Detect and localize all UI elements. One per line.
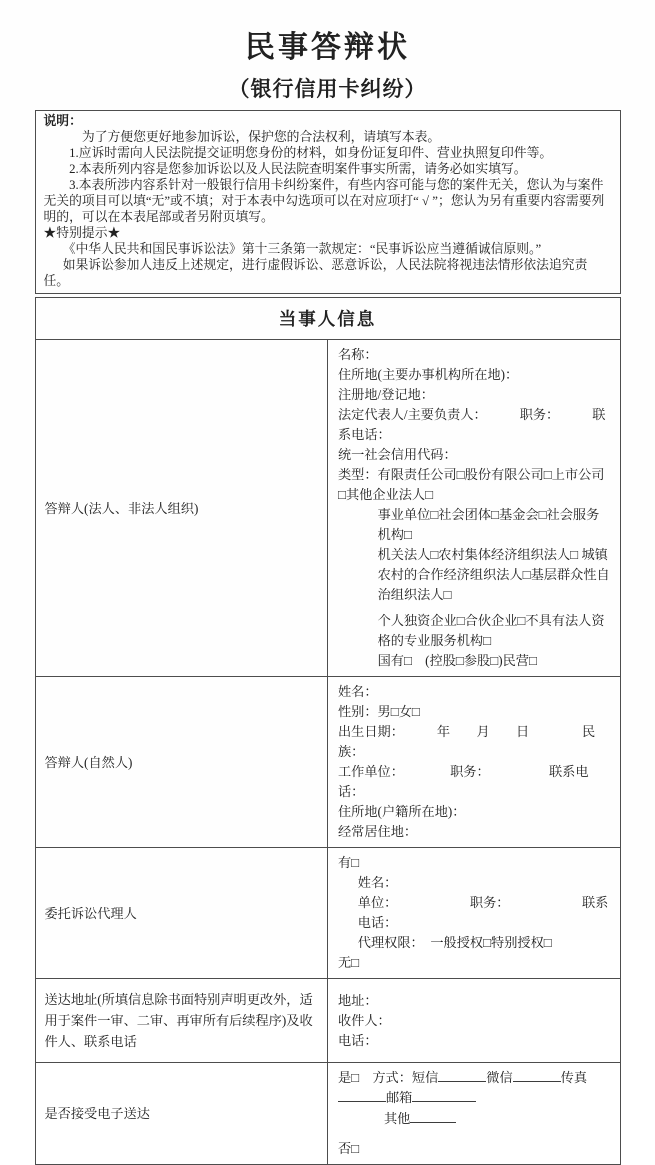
- authority-field: 代理权限： 一般授权□特别授权□: [357, 935, 552, 950]
- agent-has-checkbox: 有□: [338, 855, 360, 870]
- electronic-service-fields: [328, 1063, 621, 1165]
- instructions-heading: 说明：: [43, 114, 82, 128]
- eservice-other-label: 其他: [384, 1111, 411, 1126]
- registration-field: 注册地/登记地：: [338, 387, 434, 402]
- instruction-paragraph: 为了方便您更好地参加诉讼，保护您的合法权利，请填写本表。: [81, 130, 441, 144]
- legal-entity-fields: [328, 340, 621, 677]
- natural-person-fields: [328, 677, 621, 848]
- address-field: 地址：: [338, 992, 378, 1008]
- instruction-paragraph: 3.本表所涉内容系针对一般银行信用卡纠纷案件，有些内容可能与您的案件无关，您认为与案件无关的项目可以填“无”或不填；对于本表中勾选项可以在对应项打“ √ ”；您认为另有重要内容需要列明的，可以在本表尾部或者另附页填写。: [43, 178, 605, 224]
- instructions-box: [35, 110, 621, 294]
- agent-fields: [328, 848, 621, 979]
- entity-type-options: 机关法人□农村集体经济组织法人□ 城镇农村的合作经济组织法人□基层群众性自治组织法人□: [377, 547, 610, 602]
- entity-type-options: 事业单位□社会团体□基金会□社会服务机构□: [377, 507, 600, 542]
- table-row: [35, 848, 620, 979]
- sms-blank-line: [438, 1069, 486, 1082]
- fax-blank-line: [338, 1089, 386, 1102]
- other-blank-line: [410, 1110, 456, 1123]
- eservice-other-line: [338, 1109, 612, 1129]
- service-address-fields: [328, 979, 621, 1063]
- representative-field: 法定代表人/主要负责人： 职务： 联系电话：: [338, 407, 606, 442]
- unit-field: 单位： 职务： 联系电话：: [357, 895, 609, 930]
- agent-none-checkbox: 无□: [338, 955, 360, 970]
- table-row: [35, 979, 620, 1063]
- recipient-field: 收件人：: [338, 1012, 391, 1028]
- eservice-yes-line: [338, 1068, 612, 1108]
- entity-type-options: 个人独资企业□合伙企业□不具有法人资格的专业服务机构□: [377, 613, 605, 648]
- birthdate-field: 出生日期： 年 月 日 民族：: [338, 724, 596, 759]
- eservice-email-label: 邮箱: [386, 1090, 413, 1105]
- domicile-field: 住所地(户籍所在地)：: [338, 804, 466, 819]
- special-notice-heading: ★特别提示★: [43, 226, 121, 240]
- entity-type-options-block: [338, 505, 612, 671]
- credit-code-field: 统一社会信用代码：: [338, 447, 457, 462]
- email-blank-line: [412, 1089, 476, 1102]
- natural-person-label: 答辩人(自然人): [35, 677, 328, 848]
- table-row: [35, 677, 620, 848]
- table-row: [35, 1063, 620, 1165]
- table-row: [35, 298, 620, 340]
- instruction-paragraph: 如果诉讼参加人违反上述规定，进行虚假诉讼、恶意诉讼，人民法院将视违法情形依法追究责任。: [43, 258, 588, 288]
- eservice-method-label: 方式：: [372, 1070, 412, 1085]
- domicile-field: 住所地(主要办事机构所在地)：: [338, 367, 519, 382]
- entity-type-options: 国有□ (控股□参股□)民营□: [377, 653, 537, 668]
- instruction-paragraph: 《中华人民共和国民事诉讼法》第十三条第一款规定：“民事诉讼应当遵循诚信原则。”: [62, 242, 542, 256]
- eservice-wechat-label: 微信: [486, 1070, 513, 1085]
- wechat-blank-line: [513, 1069, 561, 1082]
- eservice-sms-label: 短信: [411, 1070, 439, 1085]
- work-unit-field: 工作单位： 职务： 联系电话：: [338, 764, 589, 799]
- name-field: 姓名：: [338, 684, 378, 699]
- residence-field: 经常居住地：: [338, 824, 418, 839]
- eservice-fax-label: 传真: [560, 1070, 588, 1085]
- phone-field: 电话：: [338, 1032, 378, 1048]
- section-header: 当事人信息: [35, 298, 620, 340]
- document-subtitle: （银行信用卡纠纷）: [228, 77, 427, 101]
- gender-field: 性别：男□女□: [338, 704, 420, 719]
- name-field: 名称：: [338, 347, 378, 362]
- instruction-paragraph: 1.应诉时需向人民法院提交证明您身份的材料，如身份证复印件、营业执照复印件等。: [69, 146, 553, 160]
- document-title: 民事答辩状: [245, 31, 410, 64]
- document-body: [35, 110, 621, 1165]
- name-field: 姓名：: [357, 875, 398, 890]
- instruction-paragraph: 2.本表所列内容是您参加诉讼以及人民法院查明案件事实所需，请务必如实填写。: [69, 162, 527, 176]
- agent-label: 委托诉讼代理人: [35, 848, 328, 979]
- electronic-service-label: 是否接受电子送达: [35, 1063, 328, 1165]
- party-info-table: [35, 297, 621, 1165]
- legal-entity-label: 答辩人(法人、非法人组织): [35, 340, 328, 677]
- entity-type-options: 类型：有限责任公司□股份有限公司□上市公司□其他企业法人□: [338, 467, 605, 502]
- table-row: [35, 340, 620, 677]
- eservice-no-checkbox: 否□: [338, 1141, 360, 1156]
- eservice-yes-checkbox: 是□: [338, 1070, 360, 1085]
- service-address-label: 送达地址(所填信息除书面特别声明更改外，适用于案件一审、二审、再审所有后续程序)及收件人、联系电话: [35, 979, 328, 1063]
